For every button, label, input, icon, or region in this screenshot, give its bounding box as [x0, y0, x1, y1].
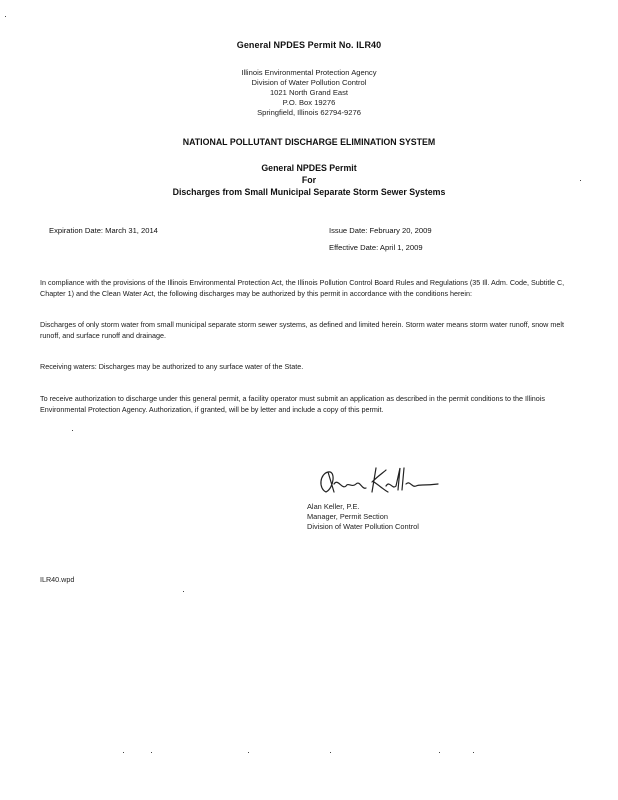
issue-date: Issue Date: February 20, 2009: [329, 226, 432, 235]
scan-speck: [72, 430, 73, 431]
signer-line: Manager, Permit Section: [307, 512, 388, 521]
expiration-date: Expiration Date: March 31, 2014: [49, 226, 158, 235]
scan-speck: [473, 752, 474, 753]
agency-line: Illinois Environmental Protection Agency: [241, 68, 377, 77]
compliance-paragraph: In compliance with the provisions of the Illinois Environmental Protection Act, the Illinois Pollution Control Board Rules and Regulations (35 Ill. Adm. Code, Subtitle C, Chapter 1) and the Clean Water Act, the following discharges may be authorized by this permit in accordance with the conditions herein:: [40, 278, 565, 298]
document-header: [0, 40, 618, 118]
scan-speck: [123, 752, 124, 753]
scan-speck: [580, 180, 581, 181]
agency-line: Division of Water Pollution Control: [251, 78, 367, 87]
discharges-paragraph: Discharges of only storm water from small municipal separate storm sewer systems, as defined and limited herein. Storm water means storm water runoff, snow melt runoff, and surface runoff and drainage.: [40, 320, 564, 340]
scan-speck: [330, 752, 331, 753]
file-reference: ILR40.wpd: [40, 575, 75, 584]
signer-line: Division of Water Pollution Control: [307, 522, 419, 531]
authorization-paragraph: To receive authorization to discharge under this general permit, a facility operator must submit an application as described in the permit conditions to the Illinois Environmental Protection Agency. Authorization, if granted, will be by letter and include a copy of this permit.: [40, 394, 545, 414]
agency-line: Springfield, Illinois 62794-9276: [257, 108, 361, 117]
permit-title: [0, 162, 618, 198]
receiving-waters-paragraph: Receiving waters: Discharges may be authorized to any surface water of the State.: [40, 362, 304, 371]
agency-line: P.O. Box 19276: [282, 98, 336, 107]
permit-title-line: General NPDES Permit: [261, 163, 357, 173]
effective-date: Effective Date: April 1, 2009: [329, 243, 423, 252]
system-title: NATIONAL POLLUTANT DISCHARGE ELIMINATION SYSTEM: [182, 137, 436, 147]
agency-line: 1021 North Grand East: [269, 88, 349, 97]
scan-speck: [5, 16, 6, 17]
signer-block: [307, 502, 419, 532]
scan-speck: [183, 591, 184, 592]
signer-line: Alan Keller, P.E.: [307, 502, 360, 511]
scan-speck: [151, 752, 152, 753]
scan-speck: [439, 752, 440, 753]
permit-title-line: For: [301, 175, 317, 185]
permit-title-line: Discharges from Small Municipal Separate Storm Sewer Systems: [172, 187, 446, 197]
signature-image: [312, 462, 442, 502]
scan-speck: [248, 752, 249, 753]
permit-number: General NPDES Permit No. ILR40: [236, 40, 382, 50]
agency-address: [0, 68, 618, 118]
